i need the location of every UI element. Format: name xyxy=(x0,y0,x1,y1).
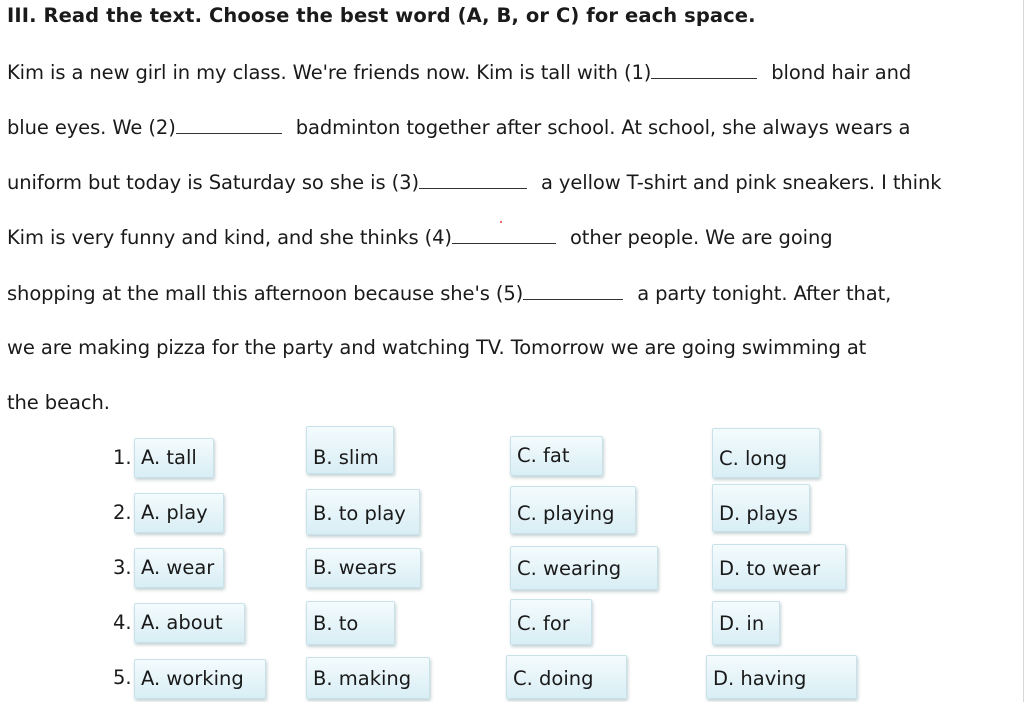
passage-text: Kim is a new girl in my class. We're friends now. Kim is tall with (1) xyxy=(7,61,652,84)
passage-line-2 xyxy=(7,115,910,139)
passage-line-3 xyxy=(7,170,941,194)
blank-3 xyxy=(419,170,527,189)
question-number: 4. xyxy=(113,611,132,634)
passage-text: shopping at the mall this afternoon because she's (5) xyxy=(7,282,524,305)
q1-option-b[interactable]: B. slim xyxy=(306,426,394,474)
q1-option-a[interactable]: A. tall xyxy=(134,438,214,478)
q3-option-c[interactable]: C. wearing xyxy=(510,546,658,590)
passage-text: other people. We are going xyxy=(569,226,833,249)
q2-option-d[interactable]: D. plays xyxy=(712,484,810,532)
question-number: 1. xyxy=(113,446,132,469)
passage-text: a yellow T-shirt and pink sneakers. I think xyxy=(540,171,942,194)
q3-option-d[interactable]: D. to wear xyxy=(712,544,846,590)
q1-option-c[interactable]: C. fat xyxy=(510,436,603,476)
passage-text: uniform but today is Saturday so she is (3) xyxy=(7,171,419,194)
blank-5 xyxy=(523,281,623,300)
blank-2 xyxy=(176,115,282,134)
q5-option-b[interactable]: B. making xyxy=(306,657,430,699)
q3-option-b[interactable]: B. wears xyxy=(306,548,421,588)
passage-line-7: the beach. xyxy=(7,391,110,414)
q4-option-a[interactable]: A. about xyxy=(134,603,245,643)
q5-option-a[interactable]: A. working xyxy=(134,659,266,699)
q2-option-c[interactable]: C. playing xyxy=(510,486,636,534)
passage-line-5 xyxy=(7,281,891,305)
q4-option-d[interactable]: D. in xyxy=(712,601,780,645)
passage-text: blond hair and xyxy=(771,61,912,84)
passage-text: Kim is very funny and kind, and she thinks (4) xyxy=(7,226,452,249)
passage-line-6: we are making pizza for the party and watching TV. Tomorrow we are going swimming at xyxy=(7,336,867,359)
q3-option-a[interactable]: A. wear xyxy=(134,548,224,588)
question-number: 2. xyxy=(113,501,132,524)
passage-text: blue eyes. We (2) xyxy=(7,116,176,139)
passage-line-1 xyxy=(7,60,911,84)
passage-text: badminton together after school. At school, she always wears a xyxy=(295,116,911,139)
q5-option-c[interactable]: C. doing xyxy=(506,655,627,699)
q5-option-d[interactable]: D. having xyxy=(706,655,857,699)
q2-option-a[interactable]: A. play xyxy=(134,493,224,533)
passage-text: a party tonight. After that, xyxy=(637,282,892,305)
question-number: 3. xyxy=(113,556,132,579)
blank-1 xyxy=(651,60,757,79)
passage-line-4 xyxy=(7,225,833,249)
q4-option-c[interactable]: C. for xyxy=(510,599,592,645)
exercise-heading: III. Read the text. Choose the best word (A, B, or C) for each space. xyxy=(7,4,756,27)
q4-option-b[interactable]: B. to xyxy=(306,601,395,645)
question-number: 5. xyxy=(113,666,132,689)
blank-4 xyxy=(452,225,556,244)
q2-option-b[interactable]: B. to play xyxy=(306,489,420,535)
q1-option-d[interactable]: C. long xyxy=(712,428,820,478)
red-mark xyxy=(500,221,502,223)
